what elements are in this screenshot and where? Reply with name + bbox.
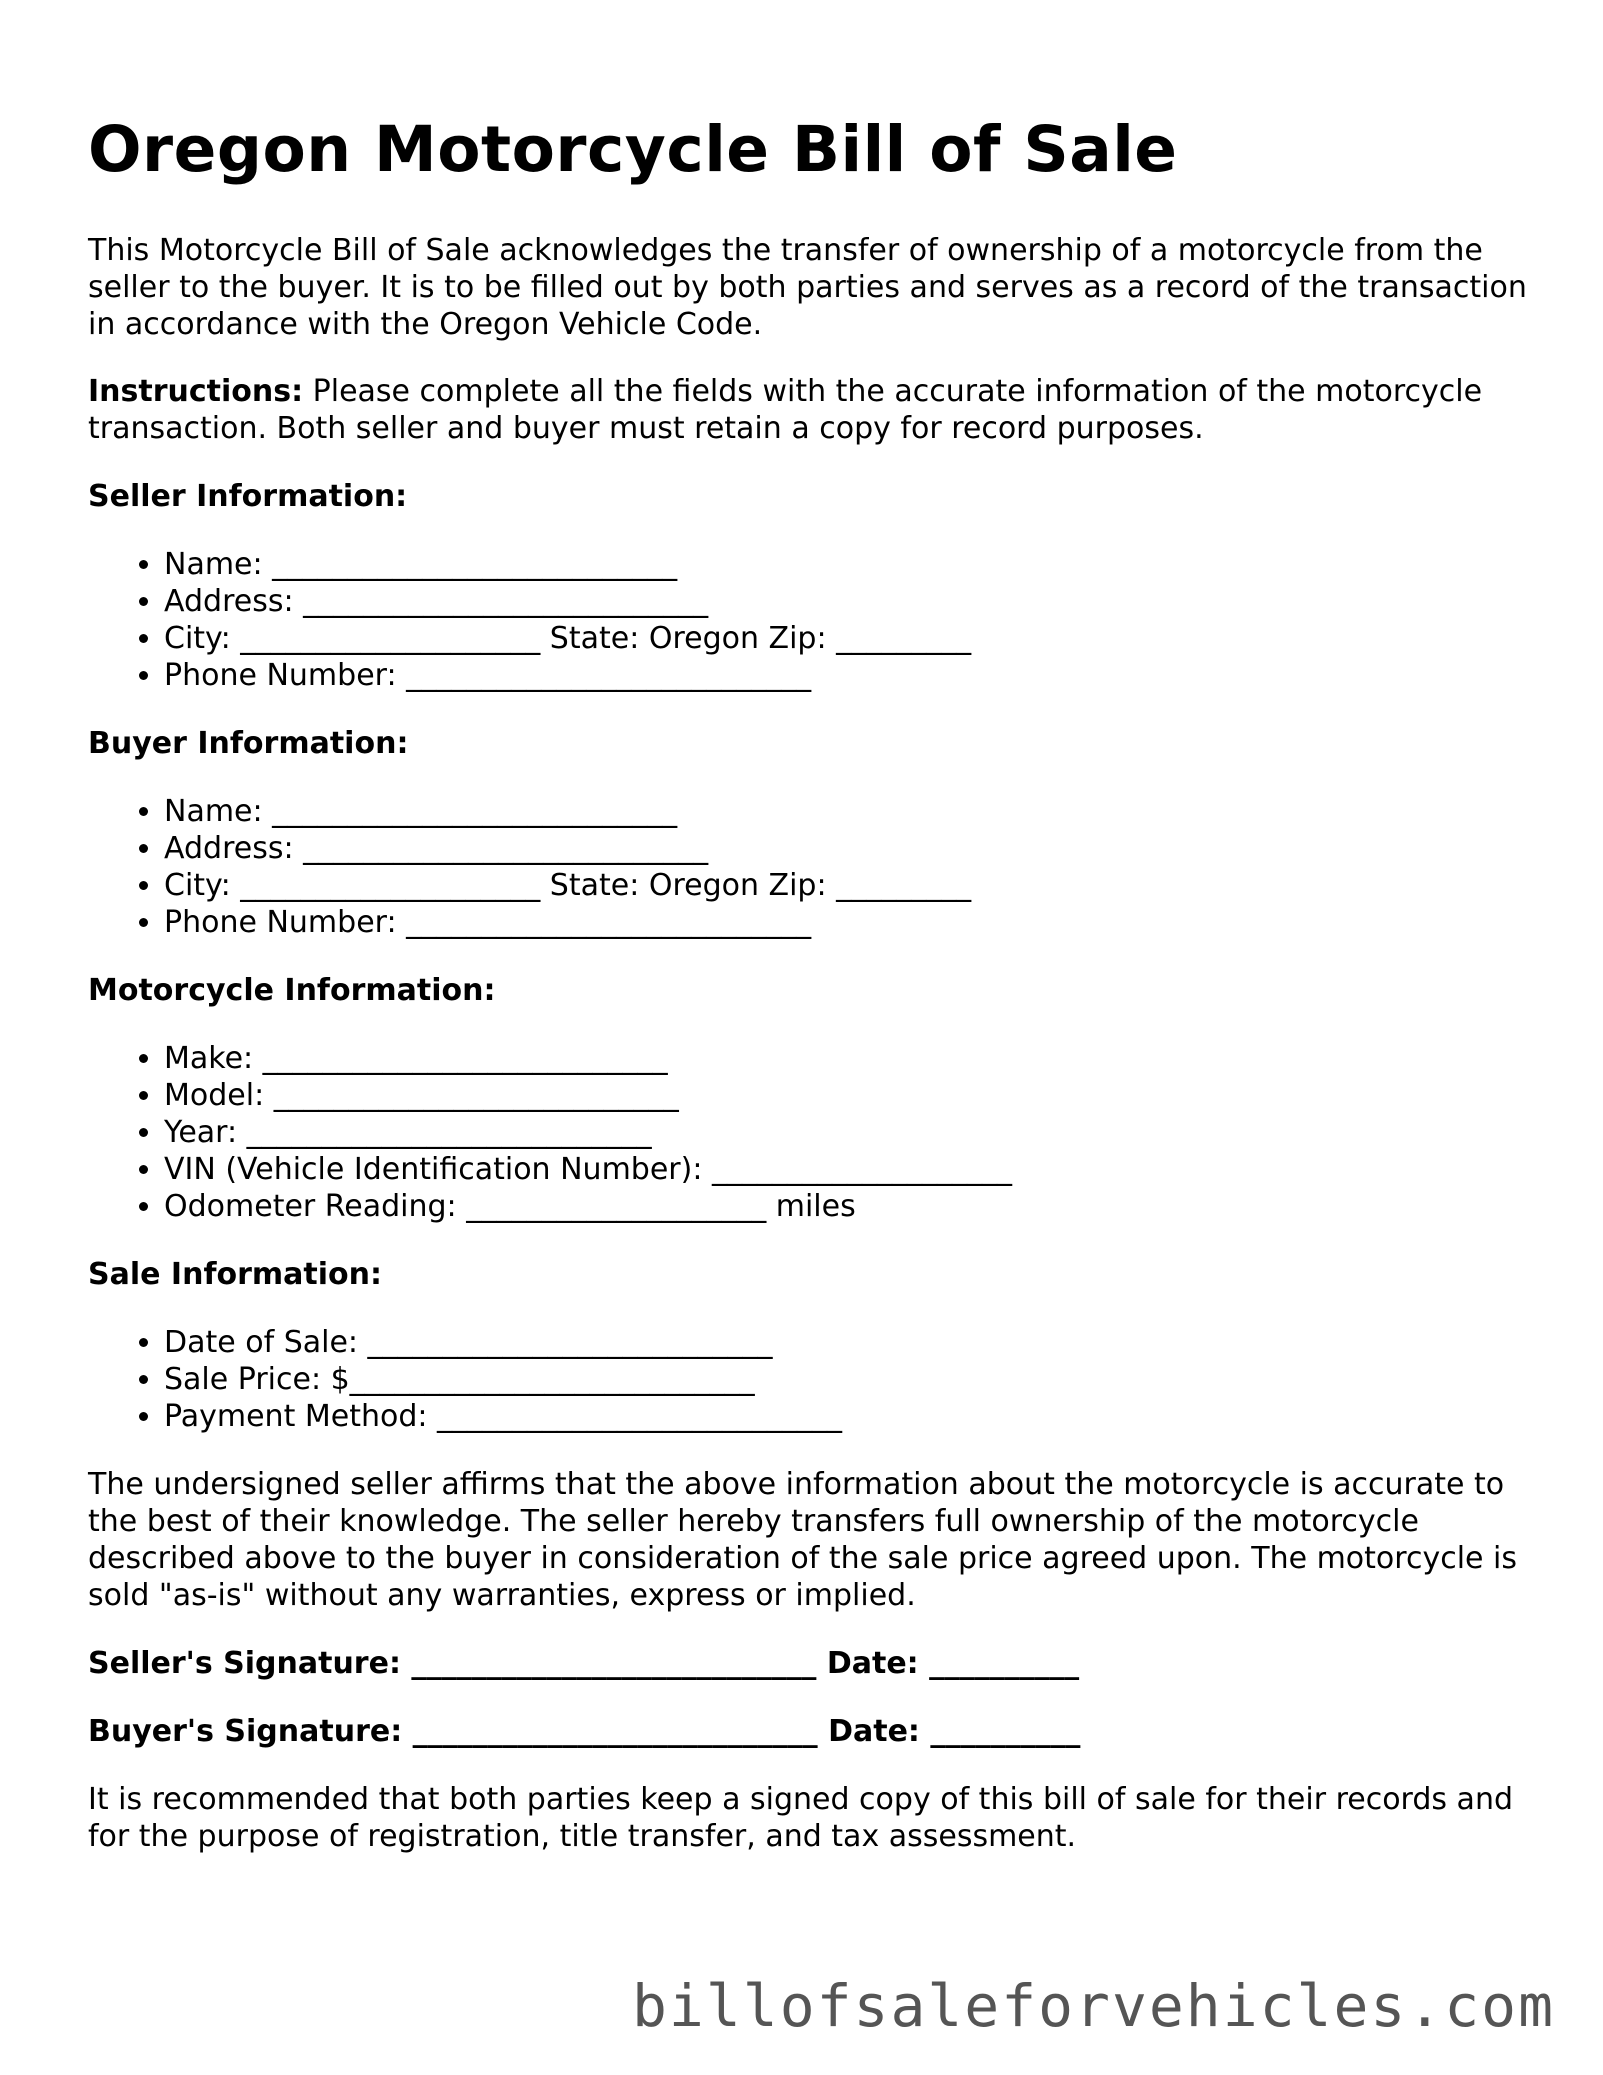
document-page bbox=[88, 0, 1528, 1855]
document-title: Oregon Motorcycle Bill of Sale bbox=[88, 113, 1178, 186]
motorcycle-odometer-field: • Odometer Reading: ____________________ miles bbox=[164, 1188, 1528, 1225]
instructions-label: Instructions: bbox=[88, 374, 304, 409]
buyer-city-state-zip-field: • City: ____________________ State: Oregon Zip: _________ bbox=[164, 867, 1528, 904]
motorcycle-make-field: • Make: ___________________________ bbox=[164, 1040, 1528, 1077]
seller-fields-list bbox=[88, 546, 1528, 694]
seller-city-state-zip-field: • City: ____________________ State: Oregon Zip: _________ bbox=[164, 620, 1528, 657]
buyer-address-field: • Address: ___________________________ bbox=[164, 830, 1528, 867]
affirmation-paragraph: The undersigned seller affirms that the above information about the motorcycle is accurate to the best of their knowledge. The seller hereby transfers full ownership of the motorcycle described above to the buyer in consideration of the sale price agreed upon. The motorcycle is sold "as-is" without any warranties, express or implied. bbox=[88, 1467, 1517, 1613]
website-footer: billofsaleforvehicles.com bbox=[632, 1972, 1555, 2040]
buyer-heading: Buyer Information: bbox=[88, 726, 409, 761]
seller-heading: Seller Information: bbox=[88, 479, 408, 514]
sale-price-field: • Sale Price: $___________________________ bbox=[164, 1361, 1528, 1398]
seller-phone-field: • Phone Number: ___________________________ bbox=[164, 657, 1528, 694]
instructions-paragraph bbox=[88, 373, 1528, 447]
seller-address-field: • Address: ___________________________ bbox=[164, 583, 1528, 620]
seller-signature-line: Seller's Signature: ___________________________ Date: __________ bbox=[88, 1646, 1080, 1681]
buyer-fields-list bbox=[88, 793, 1528, 941]
recommendation-paragraph: It is recommended that both parties keep a signed copy of this bill of sale for their records and for the purpose of registration, title transfer, and tax assessment. bbox=[88, 1782, 1513, 1854]
intro-paragraph: This Motorcycle Bill of Sale acknowledges the transfer of ownership of a motorcycle from the seller to the buyer. It is to be filled out by both parties and serves as a record of the transaction in accordance with the Oregon Vehicle Code. bbox=[88, 233, 1527, 342]
motorcycle-model-field: • Model: ___________________________ bbox=[164, 1077, 1528, 1114]
sale-payment-method-field: • Payment Method: ___________________________ bbox=[164, 1398, 1528, 1435]
motorcycle-heading: Motorcycle Information: bbox=[88, 973, 496, 1008]
instructions-text: Please complete all the fields with the accurate information of the motorcycle transaction. Both seller and buyer must retain a copy for record purposes. bbox=[88, 374, 1483, 446]
motorcycle-year-field: • Year: ___________________________ bbox=[164, 1114, 1528, 1151]
buyer-signature-line: Buyer's Signature: ___________________________ Date: __________ bbox=[88, 1714, 1081, 1749]
sale-fields-list bbox=[88, 1324, 1528, 1435]
sale-heading: Sale Information: bbox=[88, 1257, 382, 1292]
motorcycle-vin-field: • VIN (Vehicle Identification Number): ____________________ bbox=[164, 1151, 1528, 1188]
sale-date-field: • Date of Sale: ___________________________ bbox=[164, 1324, 1528, 1361]
buyer-name-field: • Name: ___________________________ bbox=[164, 793, 1528, 830]
buyer-phone-field: • Phone Number: ___________________________ bbox=[164, 904, 1528, 941]
motorcycle-fields-list bbox=[88, 1040, 1528, 1225]
seller-name-field: • Name: ___________________________ bbox=[164, 546, 1528, 583]
